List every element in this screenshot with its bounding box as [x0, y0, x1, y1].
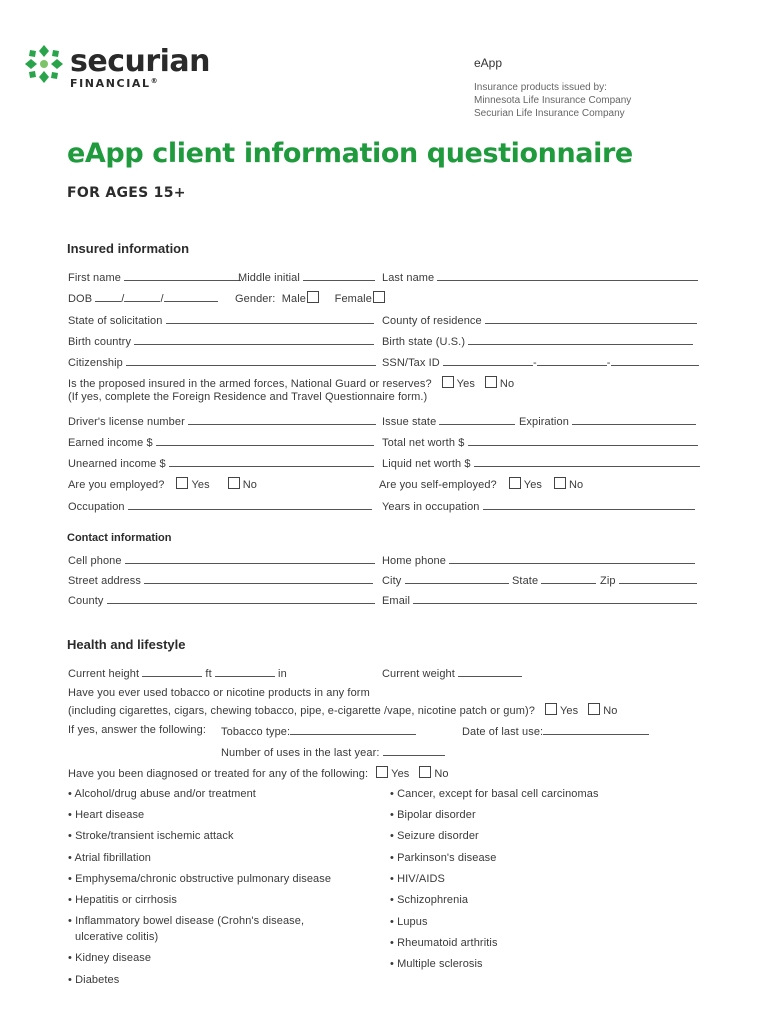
- male-label: Male: [281, 293, 307, 305]
- last-name-label: Last name: [382, 272, 435, 284]
- total-net-worth-label: Total net worth $: [382, 437, 465, 449]
- email-label: Email: [382, 595, 411, 607]
- tobacco-question-2-text: (including cigarettes, cigars, chewing tobacco, pipe, e-cigarette /vape, nicotine patch or gum)?: [68, 705, 535, 717]
- uses-last-year-field[interactable]: [221, 745, 445, 760]
- male-checkbox[interactable]: [307, 291, 319, 303]
- email-field[interactable]: [382, 593, 697, 608]
- condition-item: • Bipolar disorder: [390, 809, 476, 821]
- contact-heading: Contact information: [67, 532, 172, 544]
- condition-item: • Lupus: [390, 916, 428, 928]
- issued-by: Insurance products issued by:: [474, 82, 607, 93]
- condition-item: • Atrial fibrillation: [68, 852, 151, 864]
- city-field[interactable]: [382, 573, 509, 588]
- ft-label: ft: [205, 668, 212, 680]
- gender-label: Gender:: [235, 293, 276, 305]
- county-field[interactable]: [68, 593, 375, 608]
- tobacco-type-field[interactable]: [221, 724, 416, 739]
- self-employed-yes-checkbox[interactable]: [509, 477, 521, 489]
- tobacco-question-2: [68, 703, 617, 718]
- date-last-use-field[interactable]: [462, 724, 649, 739]
- condition-item: • Multiple sclerosis: [390, 958, 483, 970]
- ssn-label: SSN/Tax ID: [382, 357, 440, 369]
- county-label: County: [68, 595, 104, 607]
- tobacco-no-checkbox[interactable]: [588, 703, 600, 715]
- middle-initial-label: Middle initial: [238, 272, 300, 284]
- female-label: Female: [334, 293, 372, 305]
- height-field[interactable]: [68, 666, 287, 681]
- self-employed-label: Are you self-employed?: [379, 479, 497, 491]
- issue-state-field[interactable]: [382, 414, 515, 429]
- condition-item: • Emphysema/chronic obstructive pulmonary disease: [68, 873, 332, 885]
- employed-label: Are you employed?: [68, 479, 165, 491]
- weight-field[interactable]: [382, 666, 522, 681]
- liquid-net-worth-label: Liquid net worth $: [382, 458, 471, 470]
- drivers-license-field[interactable]: [68, 414, 376, 429]
- street-address-label: Street address: [68, 575, 141, 587]
- birth-country-field[interactable]: [68, 334, 374, 349]
- street-address-field[interactable]: [68, 573, 373, 588]
- dob-label: DOB: [68, 293, 93, 305]
- tobacco-yes-checkbox[interactable]: [545, 703, 557, 715]
- company-2: Securian Life Insurance Company: [474, 108, 625, 119]
- employed-question: [68, 477, 257, 492]
- tobacco-no-label: No: [603, 705, 618, 717]
- state-field[interactable]: [512, 573, 596, 588]
- occupation-field[interactable]: [68, 499, 372, 514]
- last-name-field[interactable]: [382, 270, 698, 285]
- diagnosed-question: [68, 766, 449, 781]
- county-residence-field[interactable]: [382, 313, 697, 328]
- securian-logo-icon: [22, 42, 66, 86]
- middle-initial-field[interactable]: [238, 270, 375, 285]
- weight-label: Current weight: [382, 668, 455, 680]
- earned-income-label: Earned income $: [68, 437, 153, 449]
- page-subtitle: FOR AGES 15+: [67, 185, 186, 201]
- if-yes-label: If yes, answer the following:: [68, 724, 207, 736]
- employed-yes-label: Yes: [191, 479, 210, 491]
- logo-subtitle: FINANCIAL®: [70, 77, 160, 90]
- condition-item: • Stroke/transient ischemic attack: [68, 830, 234, 842]
- cell-phone-label: Cell phone: [68, 555, 122, 567]
- cell-phone-field[interactable]: [68, 553, 375, 568]
- diagnosed-yes-checkbox[interactable]: [376, 766, 388, 778]
- county-residence-label: County of residence: [382, 315, 482, 327]
- expiration-label: Expiration: [519, 416, 569, 428]
- employed-yes-checkbox[interactable]: [176, 477, 188, 489]
- self-employed-yes-label: Yes: [523, 479, 543, 491]
- condition-item: • Rheumatoid arthritis: [390, 937, 498, 949]
- condition-item: • Heart disease: [68, 809, 145, 821]
- female-checkbox[interactable]: [373, 291, 385, 303]
- birth-state-label: Birth state (U.S.): [382, 336, 466, 348]
- insured-heading: Insured information: [67, 241, 190, 256]
- earned-income-field[interactable]: [68, 435, 374, 450]
- logo-wordmark: securian: [70, 44, 211, 79]
- drivers-license-label: Driver's license number: [68, 416, 185, 428]
- occupation-label: Occupation: [68, 501, 125, 513]
- years-occupation-label: Years in occupation: [382, 501, 480, 513]
- armed-yes-label: Yes: [456, 378, 475, 390]
- liquid-net-worth-field[interactable]: [382, 456, 700, 471]
- home-phone-field[interactable]: [382, 553, 695, 568]
- condition-item: • Diabetes: [68, 974, 120, 986]
- condition-item-continued: ulcerative colitis): [75, 931, 159, 943]
- condition-item: • Hepatitis or cirrhosis: [68, 894, 177, 906]
- in-label: in: [278, 668, 287, 680]
- condition-item: • Parkinson's disease: [390, 852, 497, 864]
- citizenship-label: Citizenship: [68, 357, 123, 369]
- zip-label: Zip: [600, 575, 616, 587]
- first-name-label: First name: [68, 272, 121, 284]
- unearned-income-label: Unearned income $: [68, 458, 166, 470]
- self-employed-no-checkbox[interactable]: [554, 477, 566, 489]
- diagnosed-no-label: No: [434, 768, 449, 780]
- citizenship-field[interactable]: [68, 355, 376, 370]
- state-solicitation-label: State of solicitation: [68, 315, 163, 327]
- zip-field[interactable]: [600, 573, 697, 588]
- tobacco-question-1: Have you ever used tobacco or nicotine products in any form: [68, 687, 370, 699]
- home-phone-label: Home phone: [382, 555, 446, 567]
- condition-item: • Seizure disorder: [390, 830, 479, 842]
- condition-item: • Schizophrenia: [390, 894, 469, 906]
- first-name-field[interactable]: [68, 270, 241, 285]
- armed-forces-label: Is the proposed insured in the armed forces, National Guard or reserves?: [68, 378, 432, 390]
- birth-state-field[interactable]: [382, 334, 693, 349]
- uses-last-year-label: Number of uses in the last year:: [221, 747, 380, 759]
- header-app-label: eApp: [474, 56, 503, 70]
- self-employed-question: [379, 477, 583, 492]
- employed-no-checkbox[interactable]: [228, 477, 240, 489]
- date-last-use-label: Date of last use:: [462, 726, 544, 738]
- issue-state-label: Issue state: [382, 416, 437, 428]
- condition-item: • Kidney disease: [68, 952, 152, 964]
- condition-item: • Inflammatory bowel disease (Crohn's disease,: [68, 915, 305, 927]
- page-title: eApp client information questionnaire: [67, 138, 633, 169]
- state-solicitation-field[interactable]: [68, 313, 374, 328]
- years-occupation-field[interactable]: [382, 499, 695, 514]
- dob-field[interactable]: DOB / /: [68, 291, 218, 306]
- employed-no-label: No: [242, 479, 257, 491]
- total-net-worth-field[interactable]: [382, 435, 698, 450]
- armed-forces-question: [68, 376, 514, 391]
- unearned-income-field[interactable]: [68, 456, 374, 471]
- diagnosed-question-text: Have you been diagnosed or treated for any of the following:: [68, 768, 369, 780]
- armed-no-label: No: [499, 378, 515, 390]
- armed-forces-note: (If yes, complete the Foreign Residence and Travel Questionnaire form.): [68, 391, 428, 403]
- health-heading: Health and lifestyle: [67, 637, 186, 652]
- expiration-field[interactable]: [519, 414, 696, 429]
- tobacco-yes-label: Yes: [559, 705, 579, 717]
- city-label: City: [382, 575, 402, 587]
- diagnosed-no-checkbox[interactable]: [419, 766, 431, 778]
- diagnosed-yes-label: Yes: [391, 768, 410, 780]
- condition-item: • Alcohol/drug abuse and/or treatment: [68, 788, 256, 800]
- ssn-field[interactable]: SSN/Tax ID - -: [382, 355, 699, 370]
- armed-yes-checkbox[interactable]: [442, 376, 454, 388]
- armed-no-checkbox[interactable]: [485, 376, 497, 388]
- height-label: Current height: [68, 668, 140, 680]
- condition-item: • Cancer, except for basal cell carcinomas: [390, 788, 599, 800]
- company-1: Minnesota Life Insurance Company: [474, 95, 632, 106]
- self-employed-no-label: No: [569, 479, 584, 491]
- birth-country-label: Birth country: [68, 336, 132, 348]
- tobacco-type-label: Tobacco type:: [221, 726, 291, 738]
- condition-item: • HIV/AIDS: [390, 873, 445, 885]
- gender-field: [235, 291, 388, 306]
- state-label: State: [512, 575, 539, 587]
